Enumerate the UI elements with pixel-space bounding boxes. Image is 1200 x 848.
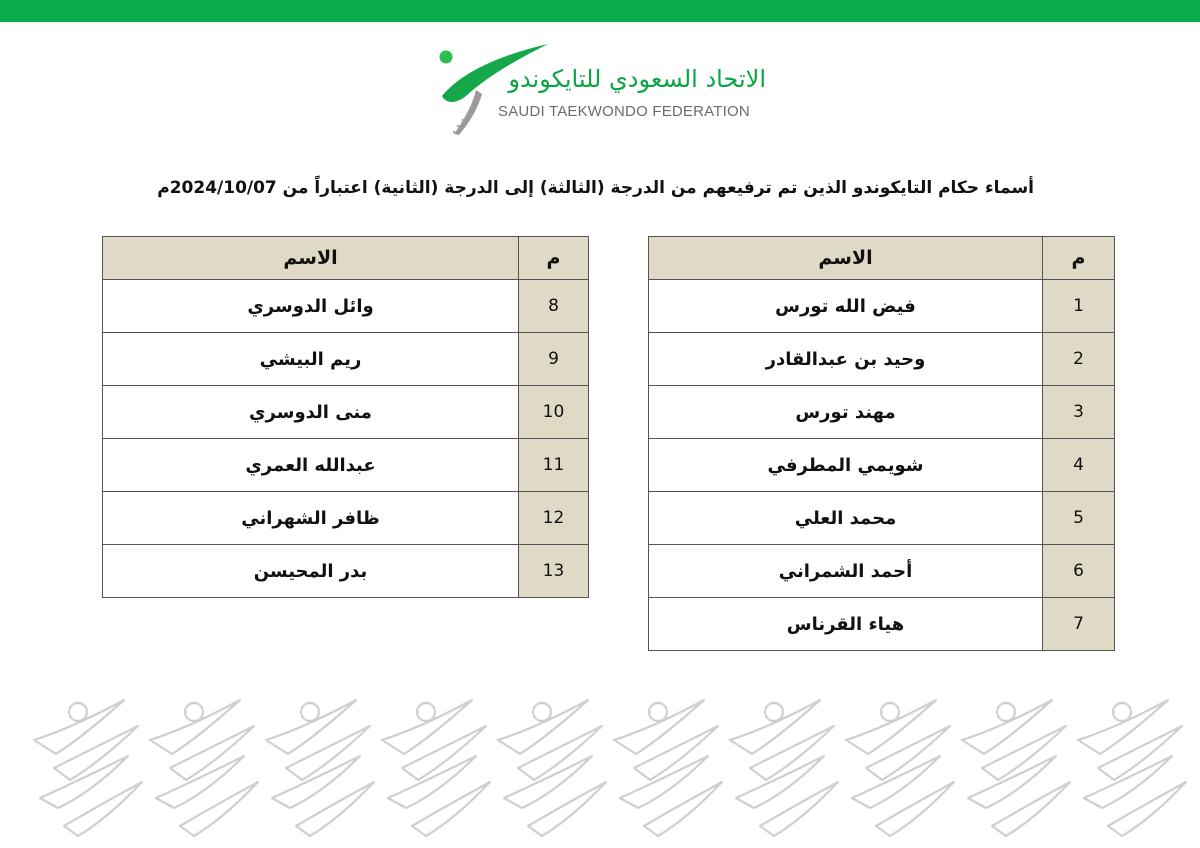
table-row <box>649 439 1115 492</box>
row-number: 7 <box>1043 598 1115 651</box>
referee-name: وائل الدوسري <box>103 280 519 333</box>
referee-name: محمد العلي <box>649 492 1043 545</box>
referee-name: وحيد بن عبدالقادر <box>649 333 1043 386</box>
name-column-header: الاسم <box>103 237 519 280</box>
logo-arabic-name: الاتحاد السعودي للتايكوندو <box>508 65 766 93</box>
num-column-header: م <box>519 237 589 280</box>
referee-name: فيض الله تورس <box>649 280 1043 333</box>
row-number: 4 <box>1043 439 1115 492</box>
referee-name: عبدالله العمري <box>103 439 519 492</box>
federation-logo <box>432 40 772 140</box>
referees-table-left <box>102 236 589 598</box>
table-row <box>103 333 589 386</box>
row-number: 11 <box>519 439 589 492</box>
table-row <box>649 545 1115 598</box>
referee-name: منى الدوسري <box>103 386 519 439</box>
row-number: 12 <box>519 492 589 545</box>
name-column-header: الاسم <box>649 237 1043 280</box>
table-row <box>649 280 1115 333</box>
num-column-header: م <box>1043 237 1115 280</box>
row-number: 8 <box>519 280 589 333</box>
row-number: 3 <box>1043 386 1115 439</box>
logo-english-name: SAUDI TAEKWONDO FEDERATION <box>498 103 750 120</box>
row-number: 6 <box>1043 545 1115 598</box>
referee-name: شويمي المطرفي <box>649 439 1043 492</box>
referee-name: بدر المحيسن <box>103 545 519 598</box>
table-row <box>103 492 589 545</box>
kicking-figures-pattern-icon <box>0 684 1200 848</box>
row-number: 2 <box>1043 333 1115 386</box>
top-green-bar <box>0 0 1200 22</box>
table-header-row <box>649 237 1115 280</box>
table-row <box>103 280 589 333</box>
page-title: أسماء حكام التايكوندو الذين تم ترفيعهم من الدرجة (الثالثة) إلى الدرجة (الثانية) اعتباراً من 2024/10/07م <box>157 178 1034 198</box>
row-number: 5 <box>1043 492 1115 545</box>
table-row <box>103 439 589 492</box>
row-number: 10 <box>519 386 589 439</box>
referee-name: مهند تورس <box>649 386 1043 439</box>
table-row <box>103 545 589 598</box>
table-header-row <box>103 237 589 280</box>
referee-name: هياء القرناس <box>649 598 1043 651</box>
table-row <box>649 333 1115 386</box>
row-number: 9 <box>519 333 589 386</box>
row-number: 1 <box>1043 280 1115 333</box>
row-number: 13 <box>519 545 589 598</box>
referee-name: ريم البيشي <box>103 333 519 386</box>
table-row <box>649 598 1115 651</box>
referee-name: ظافر الشهراني <box>103 492 519 545</box>
referee-name: أحمد الشمراني <box>649 545 1043 598</box>
referees-table-right <box>648 236 1115 651</box>
table-row <box>649 386 1115 439</box>
table-row <box>103 386 589 439</box>
table-row <box>649 492 1115 545</box>
